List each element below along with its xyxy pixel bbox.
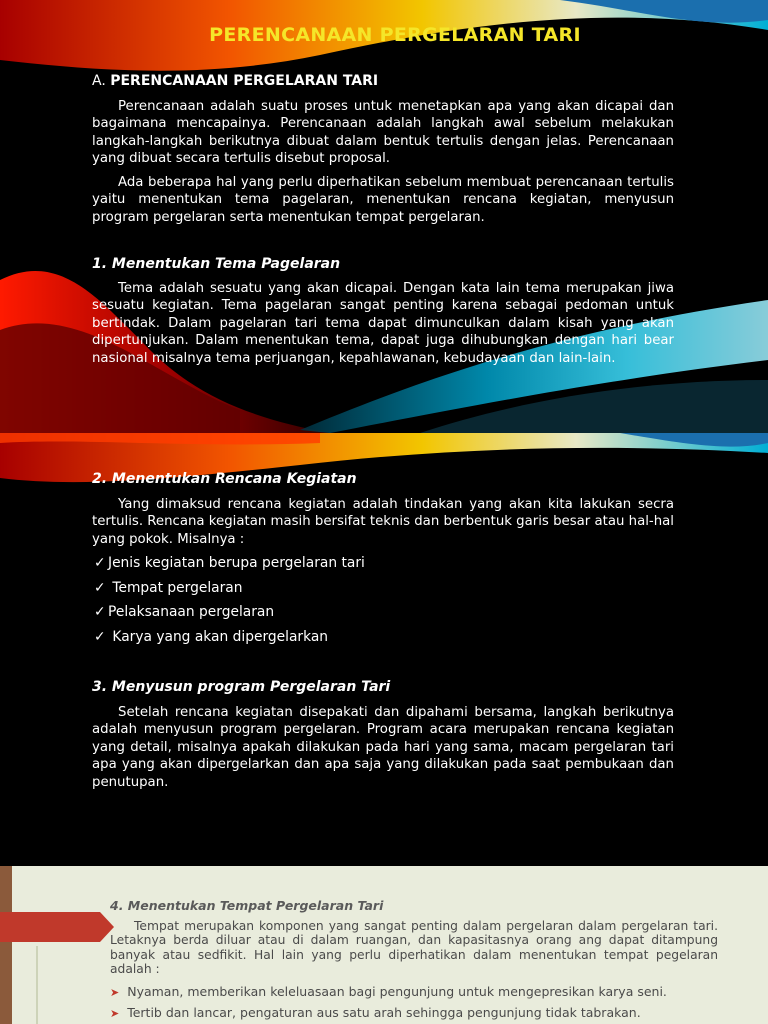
check-icon: ✓ (94, 555, 106, 571)
slide-2 (0, 433, 768, 866)
tab-decoration (0, 912, 100, 942)
section-1-text: Tema adalah sesuatu yang akan dicapai. Dengan kata lain tema merupakan jiwa sesuatu kegiatan. Tema pagelaran sangat penting karena sebagai pedoman untuk bertindak. Dalam pagelaran tari tema dapat dimunculkan dalam kisah yang akan dipertunjukan. Dalam menentukan tema, dapat juga dihubungkan dengan hari bear nasional misalnya tema perjuangan, kepahlawanan, kebudayaan dan lain-lain. (92, 281, 674, 366)
checklist-item: ✓ Tempat pergelaran (94, 580, 243, 596)
slide-1 (0, 0, 768, 433)
line-decoration (36, 946, 38, 1024)
section-4-text: Tempat merupakan komponen yang sangat penting dalam pergelaran dalam pergelaran tari. Letaknya berda diluar atau di dalam ruangan, dan kapasitasnya orang ang dapat ditampung banyak atau sedfikit. Hal lain yang perlu diperhatikan dalam menentukan tempat pegelaran adalah : (110, 919, 718, 976)
intro-paragraph-2: Ada beberapa hal yang perlu diperhatikan sebelum membuat perencanaan tertulis yaitu menentukan tema pagelaran, menentukan rencana kegiatan, menyusun program pergelaran serta menentukan tempat pergelaran. (92, 175, 674, 225)
section-3-title: 3. Menyusun program Pergelaran Tari (92, 679, 391, 695)
section-4-title: 4. Menentukan Tempat Pergelaran Tari (110, 898, 384, 913)
arrow-icon: ➤ (110, 1007, 120, 1020)
side-bar-decoration (0, 866, 12, 1024)
checklist-item: ✓ Karya yang akan dipergelarkan (94, 629, 329, 645)
bullet-item: ➤ Nyaman, memberikan keleluasaan bagi pengunjung untuk mengepresikan karya seni. (110, 984, 667, 999)
checklist-item: ✓ Jenis kegiatan berupa pergelaran tari (94, 555, 365, 571)
section-3-text: Setelah rencana kegiatan disepakati dan dipahami bersama, langkah berikutnya adalah menyusun program pergelaran. Program acara merupakan rencana kegiatan yang detail, misalnya apakah dilakukan pada hari yang sama, macam pergelaran tari apa yang akan dipergelarkan dan apa saja yang dilakukan pada saat pembukaan dan penutupan. (92, 705, 674, 790)
check-icon: ✓ (94, 629, 106, 645)
section-2-text: Yang dimaksud rencana kegiatan adalah tindakan yang akan kita lakukan secra tertulis. Rencana kegiatan masih bersifat teknis dan berbentuk garis besar atau hal-hal yang pokok. Misalnya : (92, 497, 674, 547)
page-title: PERENCANAAN PERGELARAN TARI (209, 24, 581, 46)
intro-paragraph-1: Perencanaan adalah suatu proses untuk menetapkan apa yang akan dicapai dan bagaimana mencapainya. Perencanaan adalah langkah awal sebelum melakukan langkah-langkah berikutnya dibuat dalam bentuk tertulis dengan jelas. Perencanaan yang dibuat secara tertulis disebut proposal. (92, 99, 674, 167)
bullet-item: ➤ Tertib dan lancar, pengaturan aus satu arah sehingga pengunjung tidak tabrakan. (110, 1005, 641, 1020)
slide-3 (0, 866, 768, 1024)
check-icon: ✓ (94, 604, 106, 620)
check-icon: ✓ (94, 580, 106, 596)
section-a-heading (92, 73, 378, 89)
section-a-letter: A. (92, 73, 106, 89)
arrow-icon: ➤ (110, 986, 120, 999)
section-1-title: 1. Menentukan Tema Pagelaran (92, 256, 341, 272)
checklist-item: ✓ Pelaksanaan pergelaran (94, 604, 275, 620)
section-2-title: 2. Menentukan Rencana Kegiatan (92, 471, 357, 487)
section-a-title: PERENCANAAN PERGELARAN TARI (110, 73, 379, 89)
